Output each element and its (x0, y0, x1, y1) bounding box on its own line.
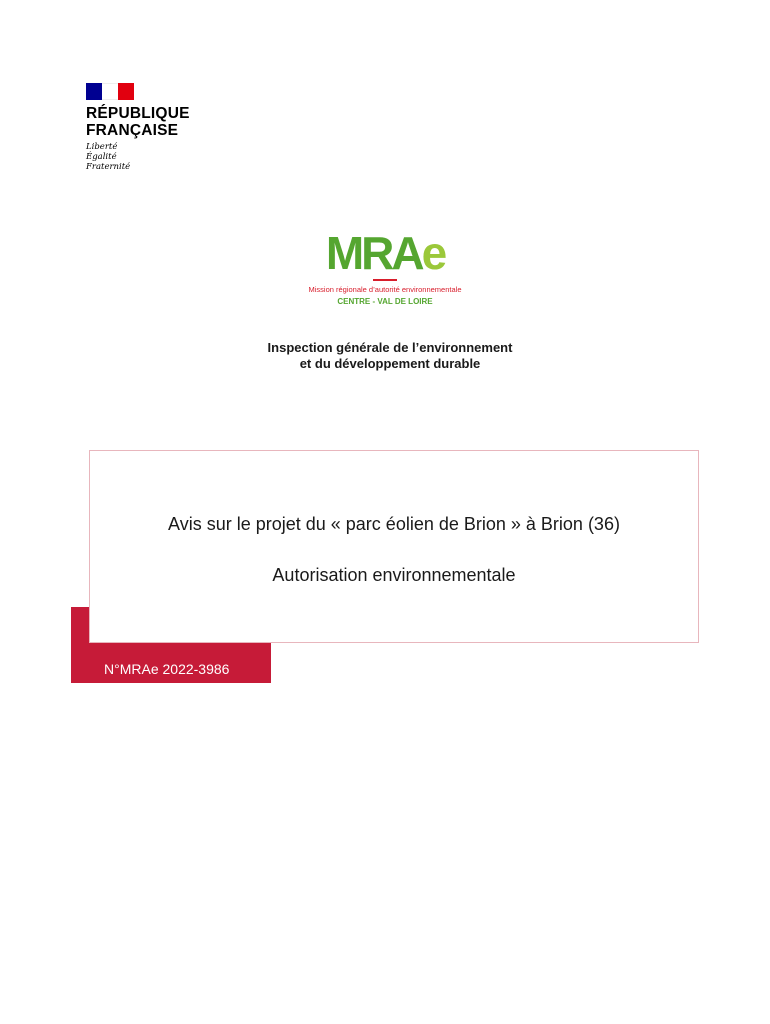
mrae-logo (280, 227, 490, 307)
reference-number: N°MRAe 2022-3986 (104, 661, 230, 677)
title-box (89, 450, 699, 643)
french-flag-icon (86, 83, 134, 100)
document-subtitle: Autorisation environnementale (272, 565, 516, 585)
mrae-wordmark-e: e (421, 227, 445, 279)
republique-motto: Liberté Égalité Fraternité (86, 142, 131, 172)
republique-name: RÉPUBLIQUE FRANÇAISE (86, 105, 190, 139)
mrae-divider (373, 279, 397, 281)
igedd-line-2: et du développement durable (299, 356, 481, 371)
igedd-line-1: Inspection générale de l’environnement (267, 340, 513, 355)
mrae-wordmark-main: MRA (325, 227, 422, 279)
igedd-heading (190, 340, 590, 372)
mrae-region: CENTRE - VAL DE LOIRE (337, 297, 433, 306)
mrae-wordmark (280, 227, 490, 279)
republique-francaise-logo (86, 83, 226, 172)
document-title: Avis sur le projet du « parc éolien de Brion » à Brion (36) (168, 514, 620, 534)
mrae-subtitle: Mission régionale d’autorité environnementale (308, 285, 462, 294)
